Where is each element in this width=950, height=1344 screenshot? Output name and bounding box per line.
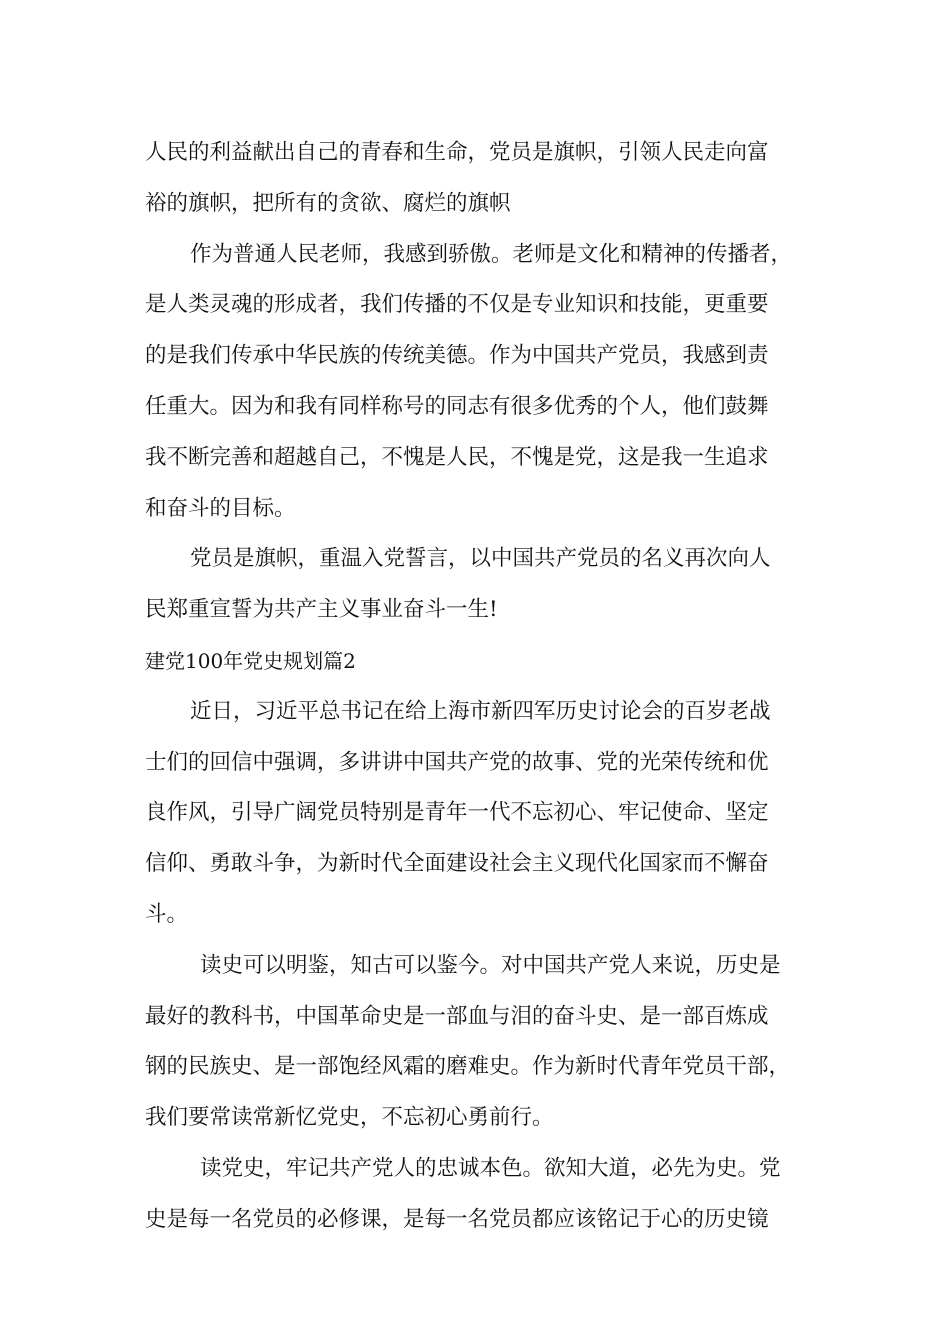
text-line: 良作风，引导广阔党员特别是青年一代不忘初心、牢记使命、坚定 [145, 800, 769, 826]
text-line: 是人类灵魂的形成者，我们传播的不仅是专业知识和技能，更重要 [145, 292, 769, 318]
text-line: 裕的旗帜，把所有的贪欲、腐烂的旗帜 [145, 190, 511, 216]
text-line: 党员是旗帜，重温入党誓言，以中国共产党员的名义再次向人 [190, 546, 771, 572]
text-line: 最好的教科书，中国革命史是一部血与泪的奋斗史、是一部百炼成 [145, 1003, 769, 1029]
text-line: 作为普通人民老师，我感到骄傲。老师是文化和精神的传播者， [190, 241, 793, 267]
text-line: 任重大。因为和我有同样称号的同志有很多优秀的个人，他们鼓舞 [145, 393, 769, 419]
text-line: 信仰、勇敢斗争，为新时代全面建设社会主义现代化国家而不懈奋 [145, 851, 769, 877]
section-heading: 建党100年党史规划篇2 [145, 648, 356, 673]
text-line: 我们要常读常新忆党史，不忘初心勇前行。 [145, 1105, 554, 1131]
text-line: 民郑重宣誓为共产主义事业奋斗一生! [145, 597, 498, 623]
text-line: 士们的回信中强调，多讲讲中国共产党的故事、党的光荣传统和优 [145, 749, 769, 775]
text-line: 史是每一名党员的必修课，是每一名党员都应该铭记于心的历史镜 [145, 1206, 769, 1232]
text-line: 读党史，牢记共产党人的忠诚本色。欲知大道，必先为史。党 [200, 1155, 781, 1181]
text-line: 人民的利益献出自己的青春和生命，党员是旗帜，引领人民走向富 [145, 140, 769, 165]
text-line: 的是我们传承中华民族的传统美德。作为中国共产党员，我感到责 [145, 343, 769, 369]
text-line: 和奋斗的目标。 [145, 495, 296, 521]
text-line: 近日，习近平总书记在给上海市新四军历史讨论会的百岁老战 [190, 698, 771, 724]
text-line: 读史可以明鉴，知古可以鉴今。对中国共产党人来说，历史是 [200, 952, 781, 978]
document-body [145, 128, 815, 1246]
text-line: 钢的民族史、是一部饱经风霜的磨难史。作为新时代青年党员干部， [145, 1054, 791, 1080]
text-line: 我不断完善和超越自己，不愧是人民，不愧是党，这是我一生追求 [145, 444, 769, 470]
text-line: 斗。 [145, 901, 189, 927]
